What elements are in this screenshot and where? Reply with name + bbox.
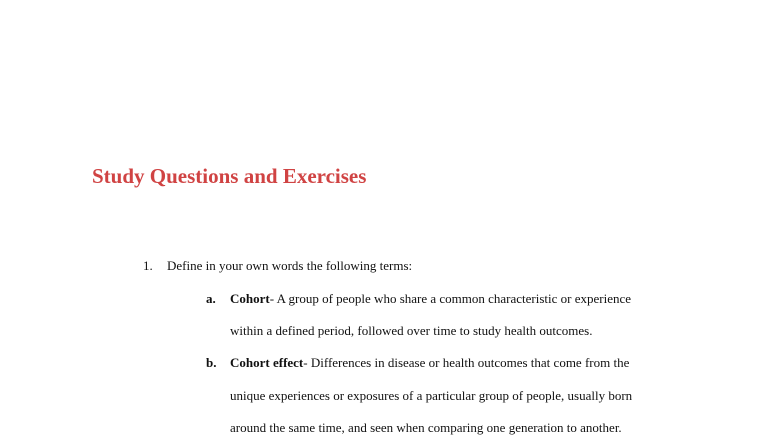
list-item-letter: b. — [206, 355, 217, 370]
list-item-letter: a. — [206, 291, 216, 306]
question-1 — [143, 258, 412, 274]
list-item-cohort-effect — [206, 355, 629, 371]
definition-line: around the same time, and seen when comparing one generation to another. — [230, 420, 622, 435]
definition-line: unique experiences or exposures of a particular group of people, usually born — [230, 388, 633, 403]
question-number: 1. — [143, 258, 153, 273]
definition-line: within a defined period, followed over time to study health outcomes. — [230, 323, 593, 338]
definition-line: - Differences in disease or health outcomes that come from the — [303, 355, 630, 370]
definition-line: - A group of people who share a common characteristic or experience — [269, 291, 632, 306]
term-cohort: Cohort — [230, 291, 270, 306]
question-text: Define in your own words the following terms: — [167, 258, 413, 273]
term-cohort-effect: Cohort effect — [230, 355, 304, 370]
list-item-cohort — [206, 291, 631, 307]
section-heading: Study Questions and Exercises — [92, 164, 367, 188]
